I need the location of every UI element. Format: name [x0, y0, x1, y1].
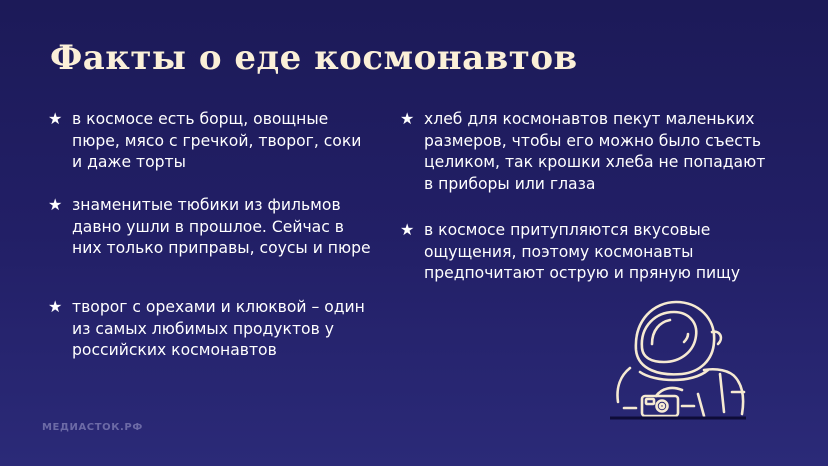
astronaut-icon: [596, 298, 754, 420]
fact-item: [400, 220, 769, 285]
fact-text: хлеб для космонавтов пекут маленьких размеров, чтобы его можно было съесть целиком, так крошки хлеба не попадают в приборы или глаза: [424, 110, 766, 193]
fact-text: в космосе притупляются вкусовые ощущения, поэтому космонавты предпочитают острую и пряную пищу: [424, 221, 741, 282]
star-icon: ★: [400, 109, 415, 128]
site-logo: МЕДИАСТОК.РФ: [42, 422, 143, 433]
fact-item: [48, 195, 372, 260]
star-icon: ★: [400, 220, 415, 239]
fact-item: [48, 109, 372, 174]
page-title: Факты о еде космонавтов: [50, 38, 578, 78]
fact-text: в космосе есть борщ, овощные пюре, мясо с гречкой, творог, соки и даже торты: [72, 110, 362, 171]
fact-item: [48, 297, 372, 362]
fact-text: творог с орехами и клюквой – один из самых любимых продуктов у российских космонавтов: [72, 298, 365, 359]
fact-text: знаменитые тюбики из фильмов давно ушли в прошлое. Сейчас в них только приправы, соусы и пюре: [72, 196, 371, 257]
star-icon: ★: [48, 109, 63, 128]
star-icon: ★: [48, 195, 63, 214]
star-icon: ★: [48, 297, 63, 316]
fact-item: [400, 109, 769, 195]
